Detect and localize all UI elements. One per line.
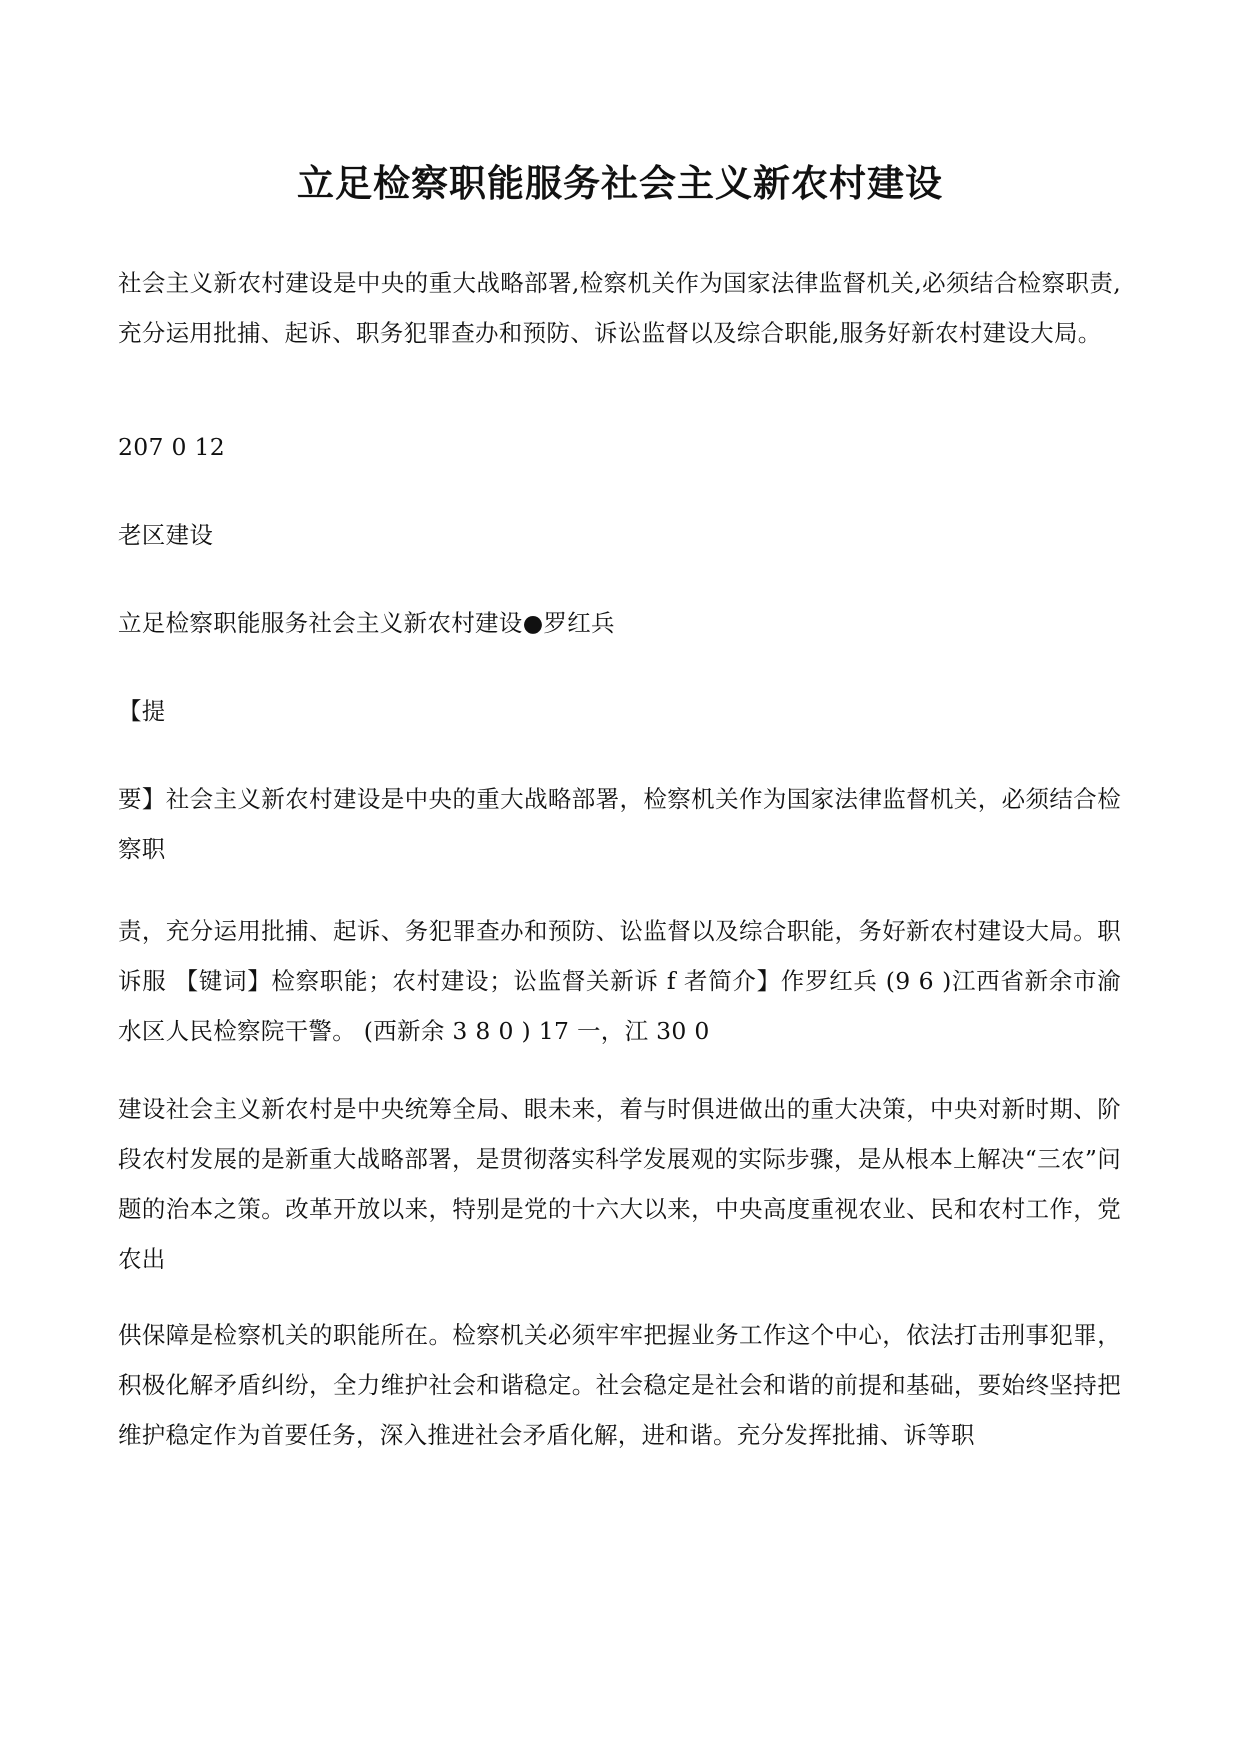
keywords-paragraph: 责，充分运用批捕、起诉、务犯罪查办和预防、讼监督以及综合职能，务好新农村建设大局。职诉服 【键词】检察职能；农村建设；讼监督关新诉 f 者简介】作罗红兵 (9 6 )江西省新余市渝水区人民检察院干警。 (西新余 3 8 0 ) 17 一，江 30 0: [118, 917, 1121, 1045]
article-title-author: 立足检察职能服务社会主义新农村建设●罗红兵: [118, 609, 615, 637]
summary-label: 【提: [118, 697, 166, 725]
summary-paragraph: 要】社会主义新农村建设是中央的重大战略部署，检察机关作为国家法律监督机关，必须结合检察职: [118, 785, 1121, 863]
abstract-paragraph: 社会主义新农村建设是中央的重大战略部署,检察机关作为国家法律监督机关,必须结合检察职责,充分运用批捕、起诉、职务犯罪查办和预防、诉讼监督以及综合职能,服务好新农村建设大局。: [118, 269, 1121, 347]
journal-name: 老区建设: [118, 521, 214, 549]
body-paragraph-2: 供保障是检察机关的职能所在。检察机关必须牢牢把握业务工作这个中心，依法打击刑事犯罪，积极化解矛盾纠纷，全力维护社会和谐稳定。社会稳定是社会和谐的前提和基础，要始终坚持把维护稳定作为首要任务，深入推进社会矛盾化解，进和谐。充分发挥批捕、诉等职: [118, 1321, 1121, 1449]
body-paragraph-1: 建设社会主义新农村是中央统筹全局、眼未来，着与时俱进做出的重大决策，中央对新时期、阶段农村发展的是新重大战略部署，是贯彻落实科学发展观的实际步骤，是从根本上解决“三农”问题的治本之策。改革开放以来，特别是党的十六大以来，中央高度重视农业、民和农村工作，党农出: [118, 1095, 1121, 1273]
document-title: 立足检察职能服务社会主义新农村建设: [297, 161, 943, 205]
issue-number: 207 0 12: [118, 433, 226, 461]
